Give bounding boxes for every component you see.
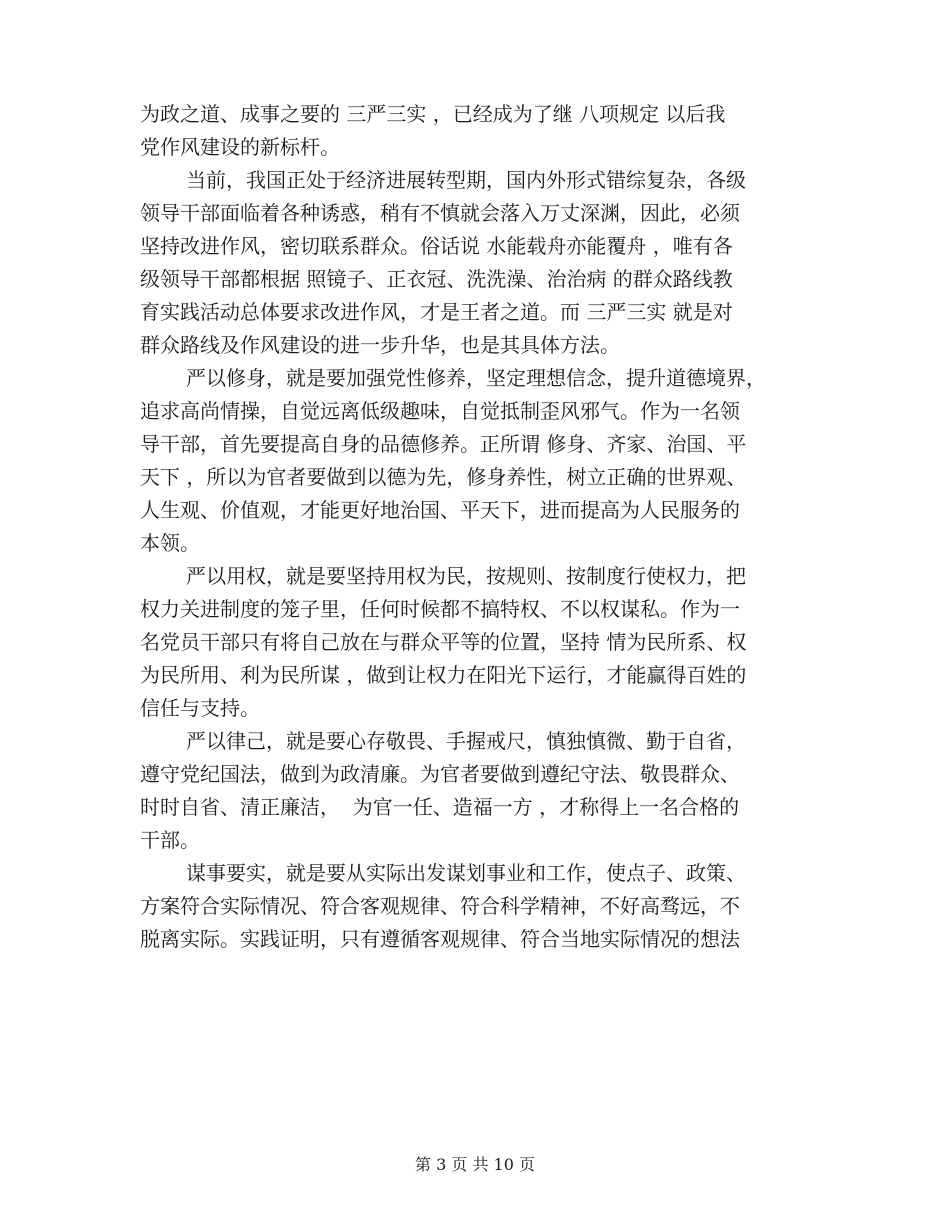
text-line: 级领导干部都根据 照镜子、正衣冠、洗洗澡、治治病 的群众路线教 — [140, 267, 733, 291]
paragraph-first-line: 谋事要实，就是要从实际出发谋划事业和工作，使点子、政策、 — [186, 861, 746, 885]
text-line: 党作风建设的新标杆。 — [140, 135, 340, 159]
text-line: 群众路线及作风建设的进一步升华，也是其具体方法。 — [140, 333, 620, 357]
text-line: 方案符合实际情况、符合客观规律、符合科学精神，不好高骛远，不 — [140, 894, 740, 918]
text-line: 人生观、价值观，才能更好地治国、平天下，进而提高为人民服务的 — [140, 498, 740, 522]
text-line: 导干部，首先要提高自身的品德修养。正所谓 修身、齐家、治国、平 — [140, 432, 747, 456]
text-line: 本领。 — [140, 531, 200, 555]
text-line: 为政之道、成事之要的 三严三实 ，已经成为了继 八项规定 以后我 — [140, 102, 726, 126]
paragraph-first-line: 严以律己，就是要心存敬畏、手握戒尺，慎独慎微、勤于自省， — [186, 729, 746, 753]
paragraph-first-line: 严以修身，就是要加强党性修养，坚定理想信念，提升道德境界， — [186, 366, 766, 390]
page-number-footer: 第 3 页 共 10 页 — [415, 1155, 535, 1174]
text-line: 领导干部面临着各种诱惑，稍有不慎就会落入万丈深渊，因此，必须 — [140, 201, 740, 225]
text-line: 追求高尚情操，自觉远离低级趣味，自觉抵制歪风邪气。作为一名领 — [140, 399, 740, 423]
paragraph-first-line: 严以用权，就是要坚持用权为民，按规则、按制度行使权力，把 — [186, 564, 746, 588]
text-line: 遵守党纪国法，做到为政清廉。为官者要做到遵纪守法、敬畏群众、 — [140, 762, 740, 786]
text-line: 信任与支持。 — [140, 696, 260, 720]
text-line: 脱离实际。实践证明，只有遵循客观规律、符合当地实际情况的想法 — [140, 927, 740, 951]
text-line: 时时自省、清正廉洁， 为官一任、造福一方 ，才称得上一名合格的 — [140, 795, 740, 819]
text-line: 育实践活动总体要求改进作风，才是王者之道。而 三严三实 就是对 — [140, 300, 733, 324]
text-line: 坚持改进作风，密切联系群众。俗话说 水能载舟亦能覆舟 ，唯有各 — [140, 234, 733, 258]
text-line: 权力关进制度的笼子里，任何时候都不搞特权、不以权谋私。作为一 — [140, 597, 740, 621]
text-line: 为民所用、利为民所谋 ，做到让权力在阳光下运行，才能赢得百姓的 — [140, 663, 747, 687]
text-line: 天下 ，所以为官者要做到以德为先，修身养性，树立正确的世界观、 — [140, 465, 747, 489]
paragraph-first-line: 当前，我国正处于经济进展转型期，国内外形式错综复杂，各级 — [186, 168, 746, 192]
text-line: 干部。 — [140, 828, 200, 852]
document-body — [140, 98, 810, 956]
text-line: 名党员干部只有将自己放在与群众平等的位置，坚持 情为民所系、权 — [140, 630, 747, 654]
